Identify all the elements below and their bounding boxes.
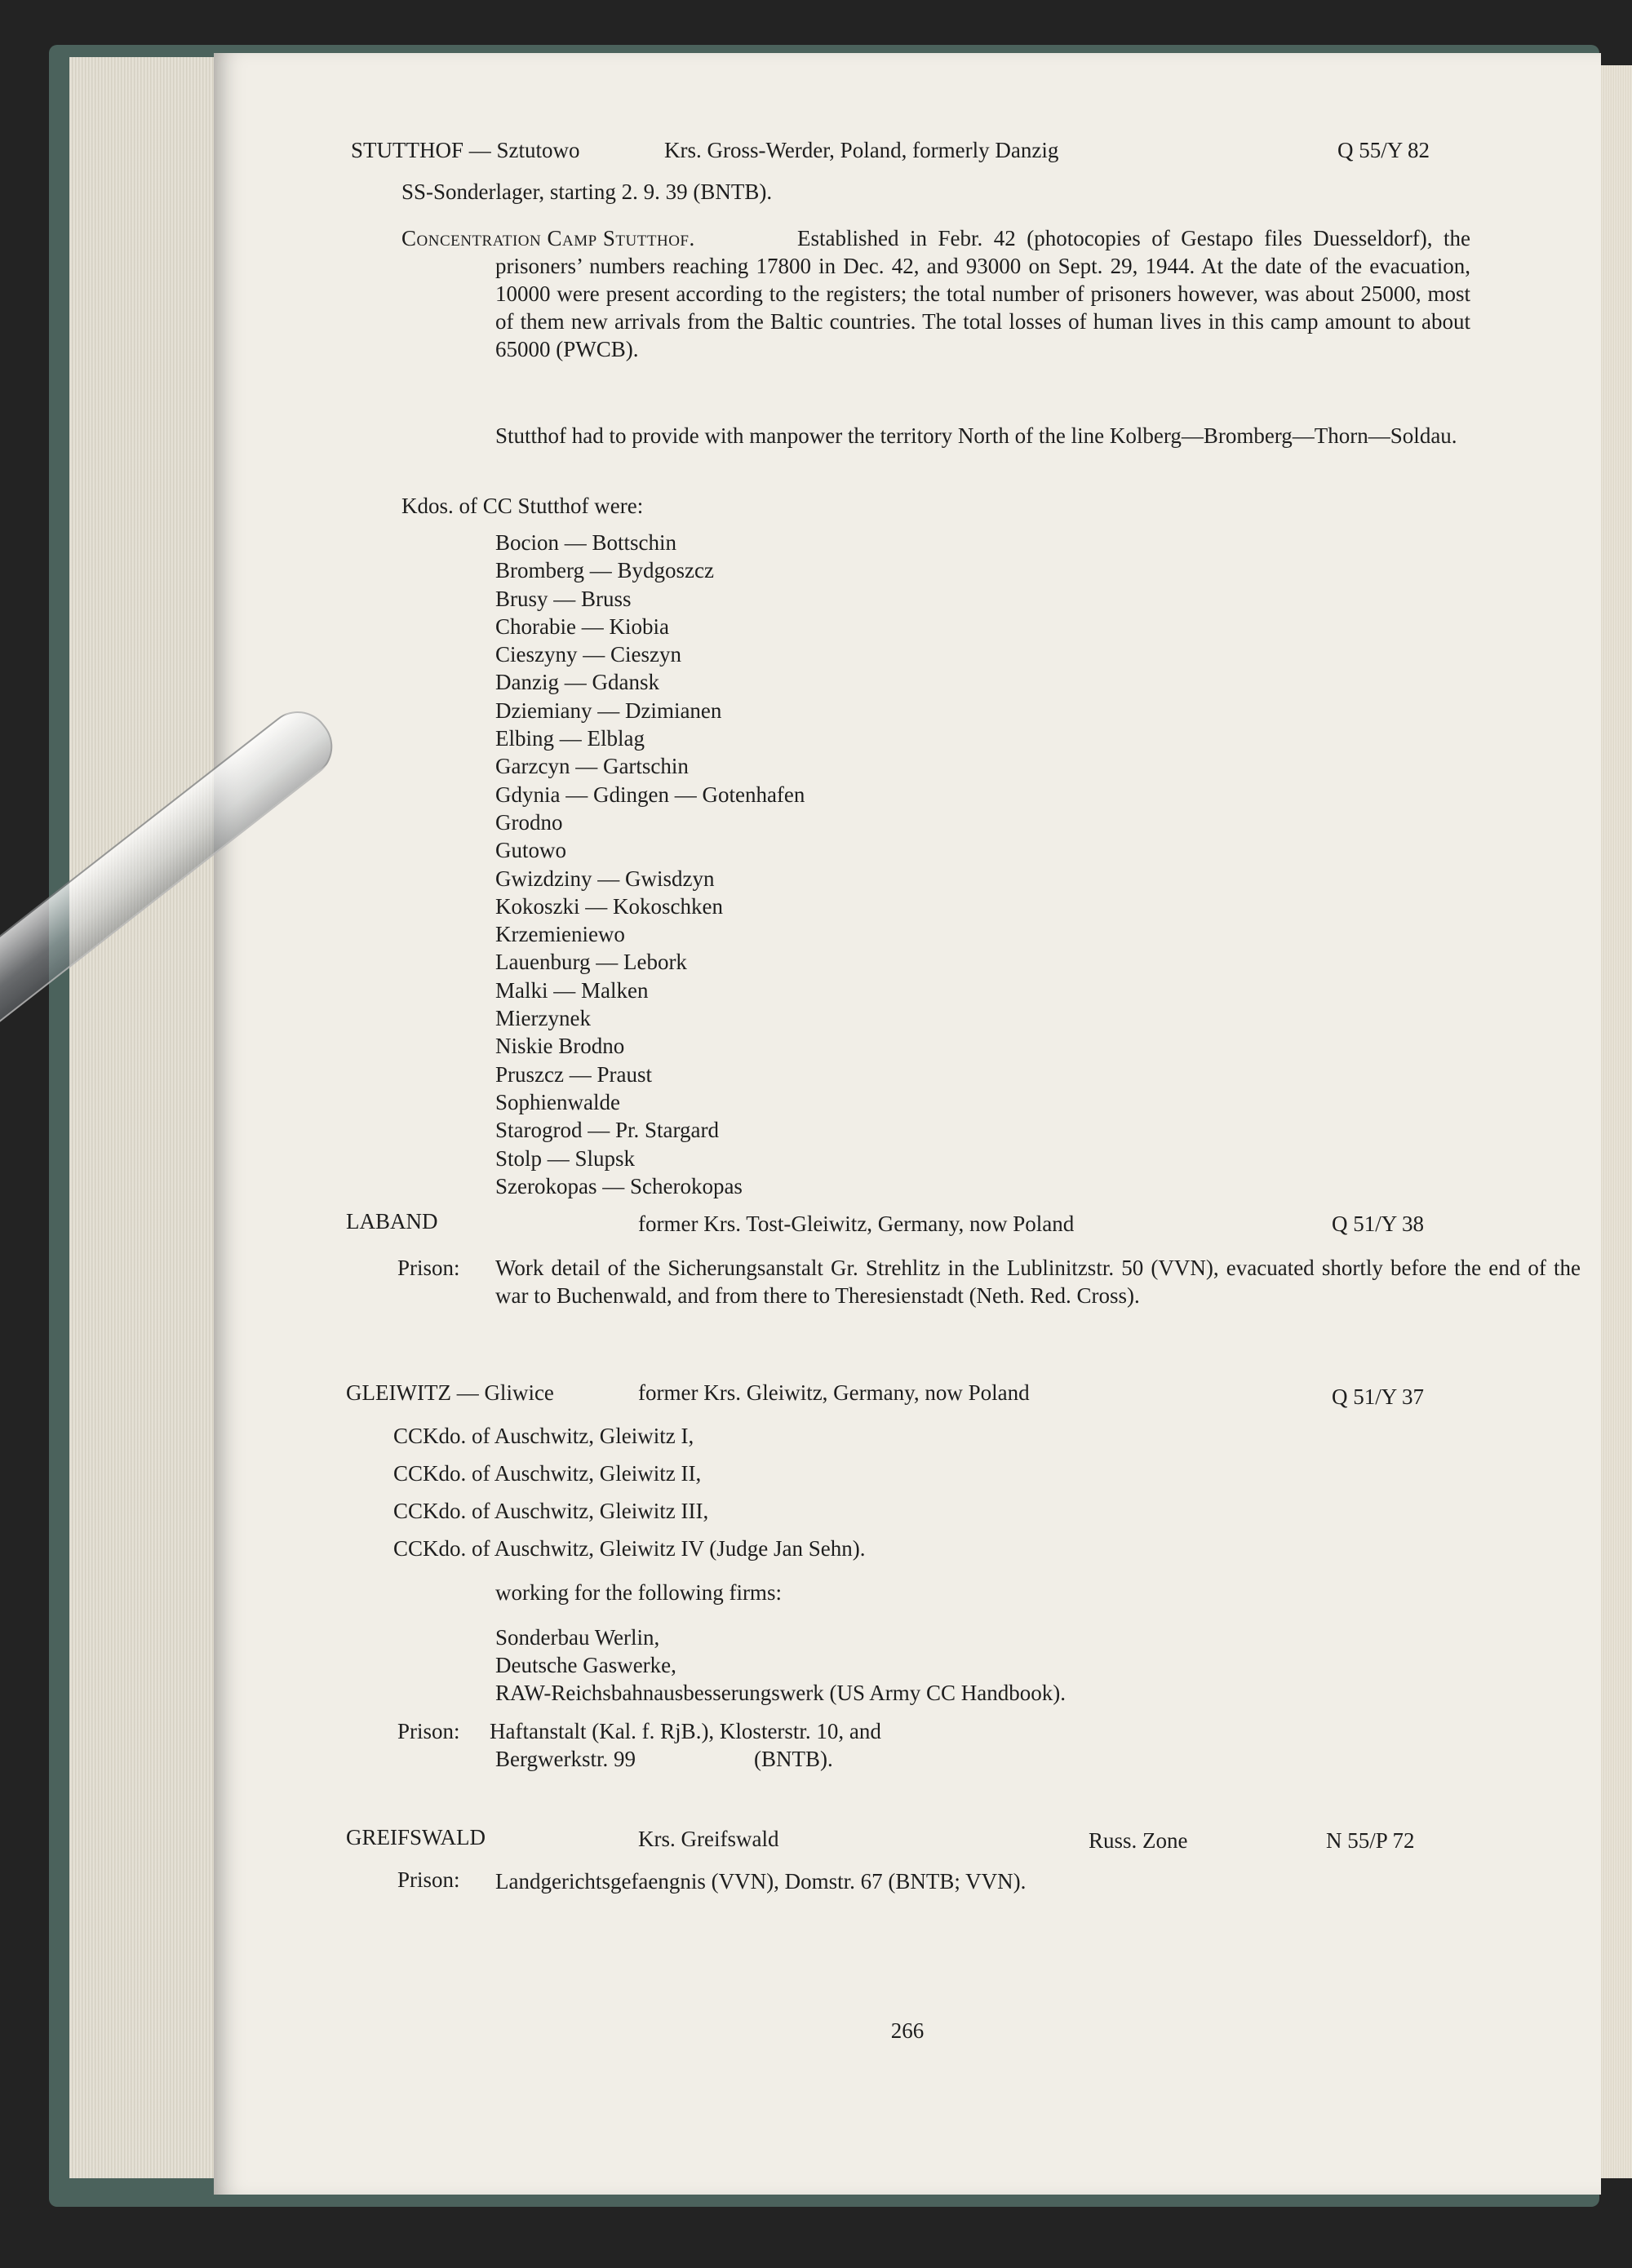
firms-heading: working for the following firms: (495, 1580, 782, 1605)
list-item: Chorabie — Kiobia (495, 614, 669, 639)
list-item: Sonderbau Werlin, (495, 1625, 660, 1650)
page-content (214, 53, 1601, 2195)
cc-text-manpower: Stutthof had to provide with manpower the territory North of the line Kolberg—Bromberg—Thorn—Soldau. (495, 423, 1457, 448)
list-item: Pruszcz — Praust (495, 1061, 652, 1087)
gleiwitz-kdo-row (393, 1460, 701, 1487)
list-item: Dziemiany — Dzimianen (495, 698, 722, 723)
list-item: Kokoszki — Kokoschken (495, 893, 723, 919)
list-item: Brusy — Bruss (495, 586, 632, 611)
list-item: Sophienwalde (495, 1089, 620, 1114)
greifswald-zone: Russ. Zone (1089, 1828, 1188, 1853)
laband-district: former Krs. Tost-Gleiwitz, Germany, now Poland (638, 1212, 1075, 1236)
gleiwitz-kdo-row (393, 1422, 694, 1450)
kdo-label: CCKdo. (393, 1536, 467, 1561)
book-page (214, 53, 1601, 2195)
cc-label: Concentration Camp Stutthof. (401, 226, 695, 250)
list-item: Szerokopas — Scherokopas (495, 1173, 743, 1198)
list-item: Bocion — Bottschin (495, 530, 676, 555)
list-item: Grodno (495, 809, 563, 835)
stutthof-heading (351, 136, 580, 164)
kdo-label: CCKdo. (393, 1424, 467, 1448)
list-item: Danzig — Gdansk (495, 670, 659, 695)
gleiwitz-kdo-row (393, 1497, 708, 1525)
list-item: RAW-Reichsbahnausbesserungswerk (US Army CC Handbook). (495, 1681, 1066, 1705)
list-item: Malki — Malken (495, 977, 649, 1003)
gleiwitz-district: former Krs. Gleiwitz, Germany, now Poland (638, 1380, 1030, 1405)
gleiwitz-prison-label: Prison: (397, 1719, 460, 1743)
list-item: Deutsche Gaswerke, (495, 1653, 676, 1677)
gleiwitz-place: GLEIWITZ (346, 1380, 451, 1405)
kdo-text: of Auschwitz, Gleiwitz II, (472, 1461, 702, 1486)
list-item: Niskie Brodno (495, 1034, 625, 1059)
list-item: Krzemieniewo (495, 922, 625, 947)
page-edges-left (69, 57, 220, 2178)
list-item: Stolp — Slupsk (495, 1145, 636, 1171)
gleiwitz-prison-line1: Haftanstalt (Kal. f. RjB.), Klosterstr. 10, and (490, 1719, 881, 1743)
kdo-text: of Auschwitz, Gleiwitz III, (472, 1499, 709, 1523)
list-item: Cieszyny — Cieszyn (495, 642, 681, 667)
greifswald-prison-text: Landgerichtsgefaengnis (VVN), Domstr. 67 (BNTB; VVN). (495, 1869, 1027, 1894)
firms-list (495, 1623, 1066, 1707)
stutthof-ref: Q 55/Y 82 (1337, 138, 1430, 162)
cc-text-body: Established in Febr. 42 (photocopies of Gestapo files Duesseldorf), the prisoners’ numbers reaching 17800 in Dec. 42, and 93000 on Sept. 29, 1944. At the date of the evacuation, 10000 were present according to the registers; the total number of prisoners however, was about 25000, most of them new arrivals from the Baltic countries. The total losses of human lives in this camp amount to about 65000 (PWCB). (495, 226, 1470, 361)
kdo-text: of Auschwitz, Gleiwitz IV (Judge Jan Sehn). (472, 1536, 866, 1561)
page-edges-right (1599, 65, 1632, 2178)
laband-prison-label: Prison: (397, 1256, 460, 1280)
kdos-heading: Kdos. of CC Stutthof were: (401, 494, 644, 518)
gleiwitz-polish: — Gliwice (456, 1380, 554, 1405)
kdos-list (495, 529, 805, 1200)
gleiwitz-prison-line2a: Bergwerkstr. 99 (495, 1747, 636, 1771)
greifswald-district: Krs. Greifswald (638, 1827, 779, 1851)
list-item: Mierzynek (495, 1006, 591, 1031)
greifswald-ref: N 55/P 72 (1326, 1828, 1415, 1853)
list-item: Garzcyn — Gartschin (495, 754, 689, 779)
greifswald-prison-label: Prison: (397, 1867, 460, 1892)
stutthof-district: Krs. Gross-Werder, Poland, formerly Danzig (664, 138, 1059, 162)
list-item: Gdynia — Gdingen — Gotenhafen (495, 782, 805, 807)
kdo-label: CCKdo. (393, 1499, 467, 1523)
list-item: Lauenburg — Lebork (495, 950, 687, 975)
laband-place: LABAND (346, 1209, 438, 1234)
stutthof-ss-line: SS-Sonderlager, starting 2. 9. 39 (BNTB). (401, 179, 773, 204)
stutthof-polish: — Sztutowo (468, 138, 580, 162)
greifswald-place: GREIFSWALD (346, 1825, 486, 1849)
list-item: Bromberg — Bydgoszcz (495, 558, 714, 583)
stutthof-place: STUTTHOF (351, 138, 464, 162)
laband-prison-text: Work detail of the Sicherungsanstalt Gr. Strehlitz in the Lublinitzstr. 50 (VVN), evacuated shortly before the end of the war to Buchenwald, and from there to Theresienstadt (Neth. Red. Cross). (495, 1256, 1581, 1308)
list-item: Gutowo (495, 838, 566, 863)
gleiwitz-heading (346, 1379, 554, 1406)
list-item: Elbing — Elblag (495, 726, 645, 751)
page-number: 266 (890, 2018, 925, 2043)
gleiwitz-ref: Q 51/Y 37 (1332, 1384, 1424, 1409)
gleiwitz-kdo-row (393, 1535, 865, 1562)
cc-text (495, 224, 1470, 363)
list-item: Gwizdziny — Gwisdzyn (495, 866, 715, 891)
laband-ref: Q 51/Y 38 (1332, 1212, 1424, 1236)
kdo-text: of Auschwitz, Gleiwitz I, (472, 1424, 694, 1448)
kdo-label: CCKdo. (393, 1461, 467, 1486)
list-item: Starogrod — Pr. Stargard (495, 1118, 719, 1143)
gleiwitz-prison-line2b: (BNTB). (754, 1747, 833, 1771)
